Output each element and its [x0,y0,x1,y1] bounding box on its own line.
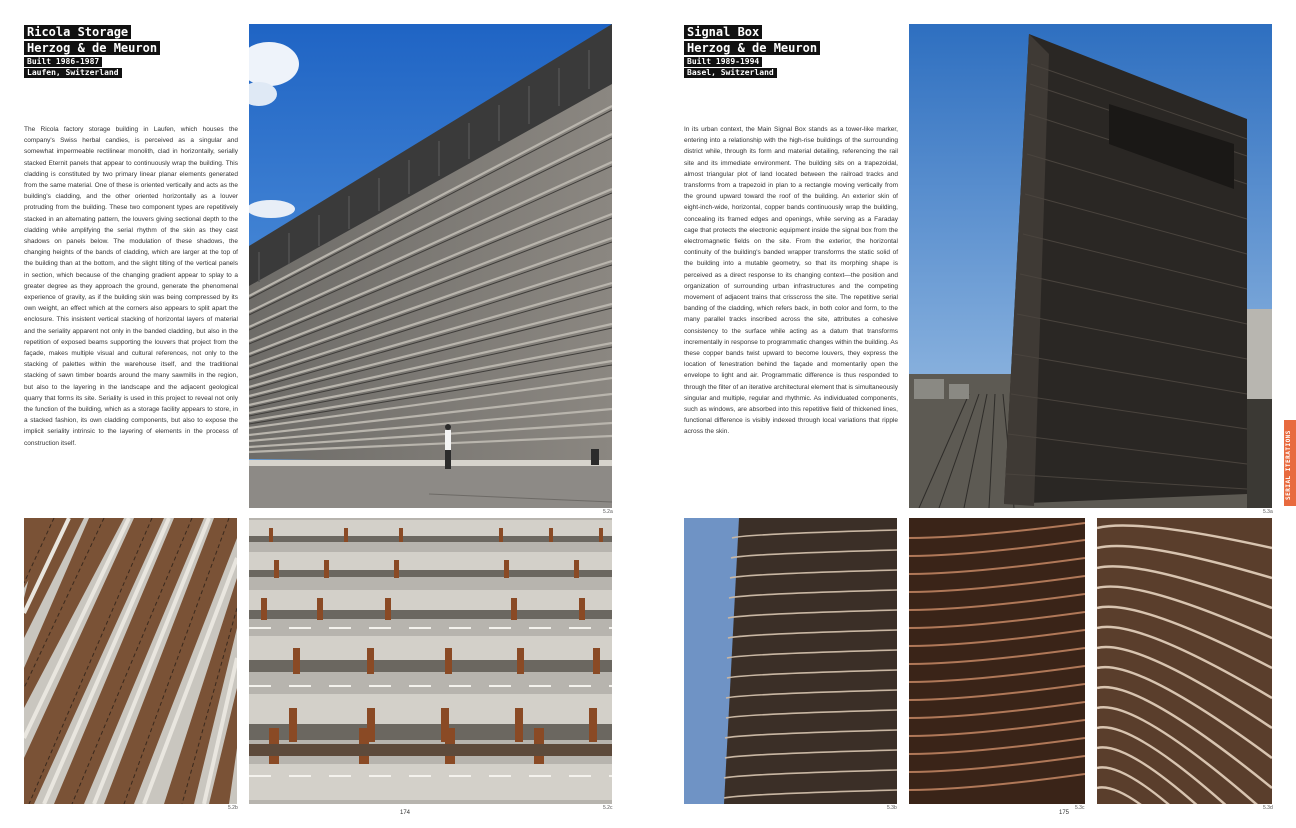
section-side-tab-label: SERIAL ITERATIONS [1285,430,1292,500]
right-location: Basel, Switzerland [684,68,777,78]
caption-5-3a: 5.3a [1263,509,1273,515]
ricola-louvers-underside-photo [249,518,612,804]
signal-box-louvers-photo [909,518,1085,804]
left-title-block [24,25,224,85]
left-page-number: 174 [400,810,411,816]
right-body-text: In its urban context, the Main Signal Box stands as a tower-like marker, entering into a relationship with the high-rise buildings of the surrounding district while, through its form and material detailing, referencing the rail site and its immediate environment. The building sits on a trapezoidal, almost triangular plot of land located between the railroad tracks and transforms from a trapezoid in plan to a rectangle moving vertically from the ground upward toward the roof of the building. An exterior skin of eight-inch-wide, horizontal, copper bands continuously wrap the building, concealing its framed edges and openings, while serving as a Faraday cage that protects the electronic equipment inside the signal box from the electromagnetic fields on the site. From the exterior, the horizontal continuity of the building's banded wrapper transforms the static solid of the building into a mutable geometry, so that its morphing shape is perceived as a direct response to its changing context—the position and organization of surrounding urban infrastructures and the competing movement of adjacent trains that crisscross the site. The repetitive serial banding of the cladding, which refers back, in both color and form, to the many parallel tracks inscribed across the site, attributes a cohesive consistency to the surface while acting as a datum that transforms incrementally in response to programmatic changes within the building. As these copper bands twist upward to become louvers, they express the location of fenestration behind the façade and momentarily open the envelope to light and air. Programmatic difference is thus responded to through the filter of an iterative architectural element that is simultaneously singular and multiple, regular and rhythmic. As individuated components, such as windows, are absorbed into this repetitive field of thickened lines, functional difference is visibly indexed through local variations that ripple across the skin. [684,126,898,436]
ricola-facade-photo [249,24,612,508]
right-page-number: 175 [1059,810,1070,816]
left-location: Laufen, Switzerland [24,68,122,78]
section-side-tab [1284,420,1296,506]
right-built: Built 1989-1994 [684,57,762,67]
left-body-text: The Ricola factory storage building in Laufen, which houses the company's Swiss herbal candies, is perceived as a singular and somewhat impermeable rectilinear monolith, clad in horizontally, serially stacked Eternit panels that appear to continuously wrap the building. This cladding is constituted by two primary linear planar elements generated from the same material. One of these is oriented vertically and acts as the building's cladding, and the other oriented horizontally as a louver protruding from the building. These two component types are repetitively stacked in an alternating pattern, the louvers giving sectional depth to the cladding while amplifying the serial rhythm of the skin as they cast shadows on panels below. The modulation of these shadows, the changing heights of the bands of cladding, which are larger at the top of the building than at the bottom, and the slight tilting of the vertical panels in section, which because of the changing gradient appear to splay to a greater degree as they approach the ground, generate the phenomenal experience of gravity, as if the building skin was being compressed by its own weight, an effect which at the corners also appears to split apart the enclosure. This insistent vertical stacking of horizontal layers of material and the seriality apparent not only in the banded cladding, but also in the repetition of exposed beams supporting the louvers that project from the façade, makes multiple visual and cultural references, not only to the stacking of palettes within the warehouse itself, and the traditional stacking of sawn timber boards around the many sawmills in the region, but also to the layering in the landscape and the adjacent geological quarry that forms its site. Seriality is used in this project to reveal not only the function of the building, which as a storage facility appears to store, in a stacked fashion, its own cladding components, but also to expose the implicit seriality intrinsic to the layering of elements in the process of construction itself. [24,126,238,447]
caption-5-2a: 5.2a [603,509,613,515]
caption-5-2c: 5.2c [603,805,613,811]
left-built: Built 1986-1987 [24,57,102,67]
caption-5-3c: 5.3c [1075,805,1085,811]
caption-5-3b: 5.3b [887,805,897,811]
left-title-line1: Ricola Storage [24,25,131,39]
ricola-louvers-corner-photo [24,518,237,804]
caption-5-3d: 5.3d [1263,805,1273,811]
caption-5-2b: 5.2b [228,805,238,811]
right-title-line2: Herzog & de Meuron [684,41,820,55]
left-title-line2: Herzog & de Meuron [24,41,160,55]
right-title-line1: Signal Box [684,25,762,39]
signal-box-twisted-bands-photo [1097,518,1272,804]
signal-box-tower-photo [909,24,1272,508]
right-title-block [684,25,884,85]
signal-box-edge-photo [684,518,897,804]
